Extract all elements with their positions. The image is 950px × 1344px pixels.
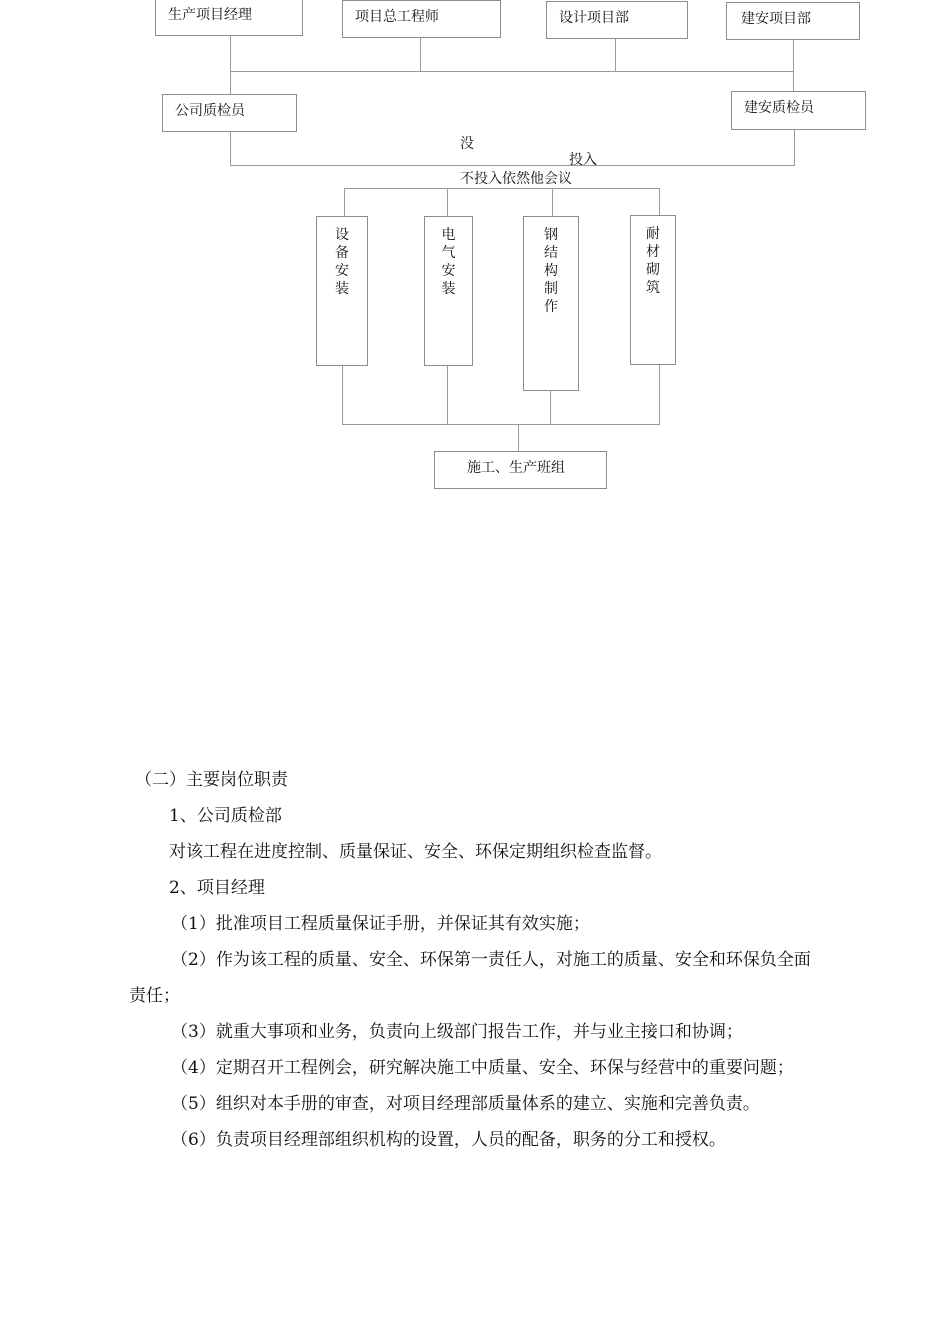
box-label: 电气安装: [441, 227, 456, 297]
box-label: 生产项目经理: [168, 7, 252, 23]
connector-line: [793, 39, 794, 71]
paragraph: 对该工程在进度控制、质量保证、安全、环保定期组织检查监督。: [169, 842, 662, 862]
responsibility-item: （3）就重大事项和业务，负责向上级部门报告工作，并与业主接口和协调；: [171, 1022, 743, 1042]
connector-line: [344, 188, 345, 216]
connector-line: [659, 364, 660, 424]
refractory-masonry-box: [630, 215, 676, 365]
connector-line: [659, 188, 660, 216]
company-inspector-box: [162, 94, 297, 132]
box-label: 施工、生产班组: [467, 460, 565, 476]
connector-line: [230, 71, 231, 94]
design-department-box: [546, 1, 688, 39]
equipment-installation-box: [316, 216, 368, 366]
box-label: 耐材砌筑: [646, 226, 660, 296]
electrical-installation-box: [424, 216, 473, 366]
box-label: 公司质检员: [175, 103, 245, 119]
annotation-touru: 投入: [569, 152, 597, 168]
subsection-title: 1、公司质检部: [169, 806, 282, 826]
production-project-manager-box: [155, 0, 303, 36]
connector-line: [230, 71, 794, 72]
box-label: 钢结构制作: [544, 227, 558, 315]
connector-line: [342, 424, 660, 425]
connector-line: [552, 188, 553, 216]
steel-structure-box: [523, 216, 579, 391]
box-label: 建安项目部: [741, 11, 811, 27]
construction-team-box: [434, 451, 607, 489]
construction-department-box: [726, 2, 860, 40]
subsection-title: 2、项目经理: [169, 878, 265, 898]
box-label: 建安质检员: [744, 100, 814, 116]
responsibility-item: （2）作为该工程的质量、安全、环保第一责任人，对施工的质量、安全和环保负全面责任；: [129, 950, 811, 1006]
connector-line: [550, 390, 551, 424]
section-heading: （二）主要岗位职责: [135, 770, 288, 790]
annotation-bu-touru: 不投入依然他会议: [460, 171, 572, 187]
organization-chart: [0, 0, 950, 500]
annotation-mei: 没: [460, 136, 474, 152]
responsibility-item: （4）定期召开工程例会，研究解决施工中质量、安全、环保与经营中的重要问题；: [171, 1058, 794, 1078]
connector-line: [344, 188, 660, 189]
connector-line: [793, 71, 794, 91]
connector-line: [342, 365, 343, 424]
responsibility-item: （6）负责项目经理部组织机构的设置，人员的配备，职务的分工和授权。: [171, 1130, 726, 1150]
connector-line: [447, 188, 448, 216]
connector-line: [615, 38, 616, 71]
chief-engineer-box: [342, 0, 501, 38]
responsibilities-section: [129, 762, 819, 1158]
connector-line: [447, 365, 448, 424]
connector-line: [230, 36, 231, 71]
box-label: 设备安装: [335, 227, 349, 297]
construction-inspector-box: [731, 91, 866, 130]
box-label: 设计项目部: [559, 10, 629, 26]
responsibility-item: （5）组织对本手册的审查，对项目经理部质量体系的建立、实施和完善负责。: [171, 1094, 760, 1114]
responsibility-item: （1）批准项目工程质量保证手册，并保证其有效实施；: [171, 914, 590, 934]
connector-line: [230, 131, 231, 165]
connector-line: [420, 37, 421, 71]
box-label: 项目总工程师: [355, 9, 439, 25]
connector-line: [518, 424, 519, 451]
connector-line: [230, 165, 795, 166]
connector-line: [794, 129, 795, 165]
